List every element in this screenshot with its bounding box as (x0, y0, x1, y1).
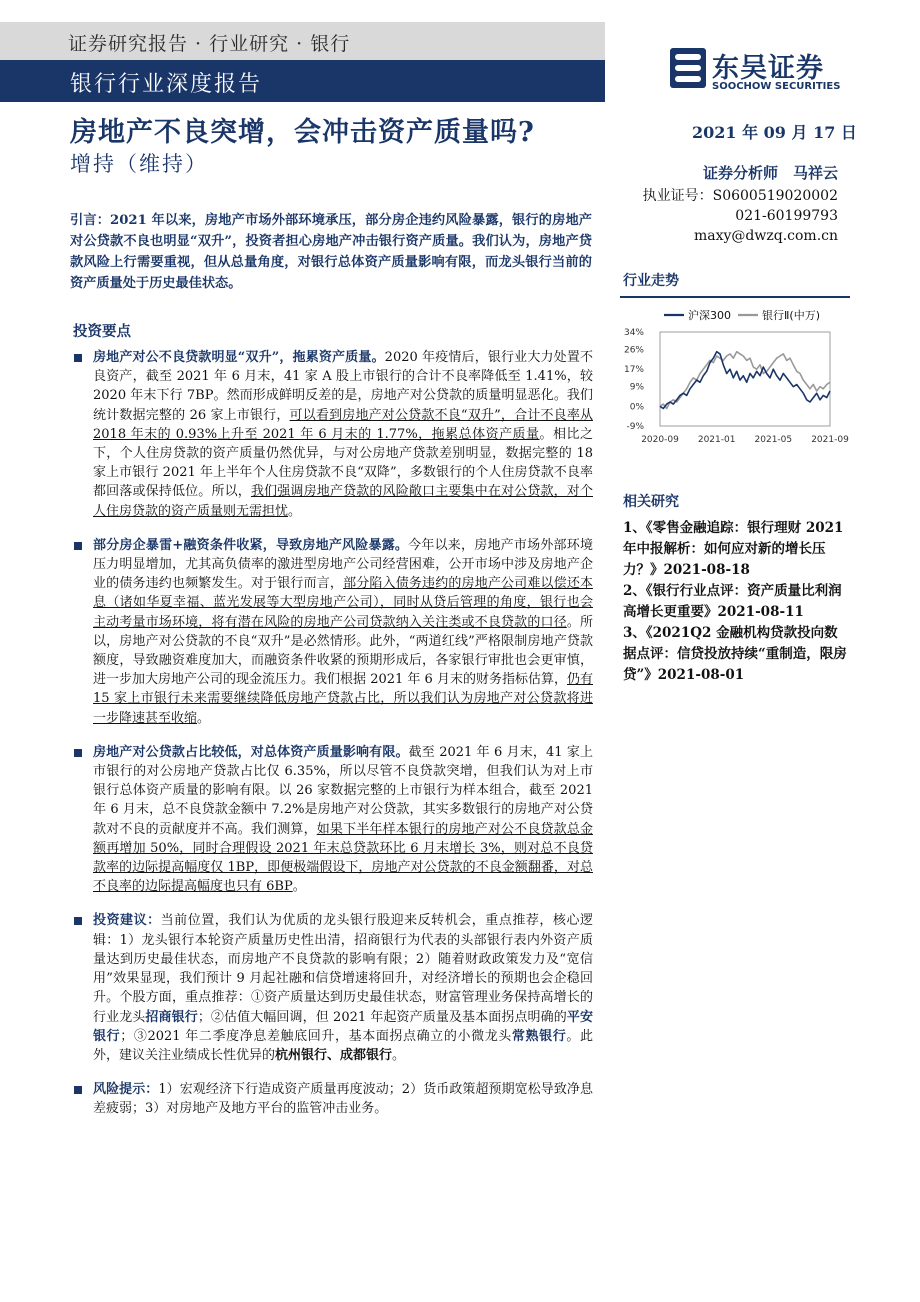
section-title-investment-points: 投资要点 (73, 323, 131, 340)
analyst-license: 执业证号：S0600519020002 (642, 188, 838, 204)
related-research-item[interactable]: 3、《2021Q2 金融机构贷款投向数据点评：信贷投放持续“重制造，限房贷”》2021-08-01 (623, 625, 847, 683)
y-tick-label: 34% (623, 328, 644, 338)
trend-chart-svg (620, 296, 850, 454)
x-tick-label: 2021-01 (697, 435, 736, 445)
logo-chinese-name: 东吴证券 (712, 53, 824, 84)
x-tick-label: 2021-05 (754, 435, 793, 445)
page-title: 房地产不良突增，会冲击资产质量吗? (70, 117, 535, 148)
y-tick-label: 17% (623, 365, 644, 376)
related-research-item[interactable]: 2、《银行行业点评：资产质量比利润高增长更重要》2021-08-11 (623, 583, 842, 620)
legend-label-bank: 银行Ⅱ(中万) (762, 309, 820, 322)
header-report-type-band (0, 60, 605, 102)
legend-label-hs300: 沪深300 (688, 309, 731, 322)
report-type: 银行行业深度报告 (70, 72, 263, 97)
y-tick-label: 9% (629, 382, 644, 393)
x-tick-label: 2020-09 (641, 435, 679, 445)
company-logo (670, 48, 860, 94)
series-line-0 (660, 352, 830, 409)
breadcrumb: 证券研究报告 · 行业研究 · 银行 (68, 33, 351, 55)
bullet-item-1: 房地产对公不良贷款明显“双升”，拖累资产质量。2020 年疫情后，银行业大力处置不良资产，截至 2021 年 6 月末，41 家 A 股上市银行的合计不良率降低至 1.41%，较 2020 年末下行 7BP。然而形成鲜明反差的是，房地产对公贷款的质量明显恶化。我们统计数据完整的 26 家上市银行，可以看到房地产对公贷款不良“双升”，合计不良率从 2018 年末的 0.93%上升至 2021 年 6 月末的 1.77%，拖累总体资产质量。相比之下，个人住房贷款的资产质量仍然优异，与对公房地产贷款差别明显，数据完整的 18 家上市银行 2021 年上半年个人住房贷款不良“双降”，多数银行的个人住房贷款不良率都回落或保持低位。所以，我们强调房地产贷款的风险敞口主要集中在对公贷款，对个人住房贷款的资产质量则无需担忧。 (73, 348, 593, 521)
analyst-phone: 021-60199793 (735, 208, 838, 224)
bullet-square-icon (74, 1086, 82, 1094)
related-research-item[interactable]: 1、《零售金融追踪：银行理财 2021 年中报解析：如何应对新的增长压力？》2021-08-18 (623, 520, 844, 578)
bullet-item-2: 部分房企暴雷+融资条件收紧，导致房地产风险暴露。今年以来，房地产市场外部环境压力明显增加，尤其高负债率的激进型房地产公司经营困难，公开市场中涉及房地产企业的债务违约也频繁发生。对于银行而言，部分陷入债务违约的房地产公司难以偿还本息（诸如华夏幸福、蓝光发展等大型房地产公司），同时从贷后管理的角度，银行也会主动考量市场环境，将有潜在风险的房地产公司贷款纳入关注类或不良贷款的口径。所以，房地产对公贷款的不良“双升”是必然情形。此外，“两道红线”严格限制房地产贷款额度，导致融资难度加大，而融资条件收紧的预期形成后，各家银行审批也会更审慎，进一步加大房地产公司的现金流压力。我们根据 2021 年 6 月末的财务指标估算，仍有 15 家上市银行未来需要继续降低房地产贷款占比，所以我们认为房地产对公贷款将进一步降速甚至收缩。 (73, 536, 593, 728)
bullet-square-icon (74, 354, 82, 362)
x-tick-label: 2021-09 (811, 435, 849, 445)
logo-english-name: SOOCHOW SECURITIES (712, 81, 841, 92)
industry-trend-chart (620, 296, 850, 454)
analyst-name: 证券分析师 马祥云 (702, 164, 838, 182)
y-tick-label: 26% (623, 345, 644, 356)
series-lines (660, 352, 830, 409)
report-date: 2021 年 09 月 17 日 (692, 123, 857, 142)
header-breadcrumb-bar (0, 22, 605, 60)
bullet-item-4: 投资建议：当前位置，我们认为优质的龙头银行股迎来反转机会，重点推荐，核心逻辑：1）龙头银行本轮资产质量历史性出清，招商银行为代表的头部银行表内外资产质量达到历史最佳状态，而房地产不良贷款的影响有限；2）随着财政政策发力及“宽信用”效果显现，我们预计 9 月起社融和信贷增速将回升，对经济增长的预期也会企稳回升。个股方面，重点推荐：①资产质量达到历史最佳状态，财富管理业务保持高增长的行业龙头招商银行；②估值大幅回调，但 2021 年起资产质量及基本面拐点明确的平安银行；③2021 年二季度净息差触底回升，基本面拐点确立的小微龙头常熟银行。此外，建议关注业绩成长性优异的杭州银行、成都银行。 (73, 911, 593, 1065)
analyst-info (620, 163, 838, 246)
investment-points-list (73, 348, 593, 1134)
bullet-square-icon (74, 917, 82, 925)
bullet-square-icon (74, 542, 82, 550)
intro-paragraph: 引言：2021 年以来，房地产市场外部环境承压，部分房企违约风险暴露，银行的房地产对公贷款不良也明显“双升”，投资者担心房地产冲击银行资产质量。我们认为，房地产贷款风险上行需要重视，但从总量角度，对银行总体资产质量影响有限，而龙头银行当前的资产质量处于历史最佳状态。 (70, 213, 592, 291)
related-research-title: 相关研究 (623, 494, 679, 510)
y-tick-label: 0% (629, 402, 644, 413)
related-research-list (623, 518, 851, 686)
bullet-square-icon (74, 749, 82, 757)
industry-trend-title: 行业走势 (623, 273, 679, 289)
y-axis-ticks (624, 328, 644, 432)
logo-mark-icon (670, 48, 706, 88)
analyst-email[interactable]: maxy@dwzq.com.cn (693, 228, 838, 244)
bullet-item-5: 风险提示：1）宏观经济下行造成资产质量再度波动；2）货币政策超预期宽松导致净息差疲弱；3）对房地产及地方平台的监管冲击业务。 (73, 1080, 593, 1118)
y-tick-label: -9% (626, 422, 644, 432)
bullet-item-3: 房地产对公贷款占比较低，对总体资产质量影响有限。截至 2021 年 6 月末，41 家上市银行的对公房地产贷款占比仅 6.35%，所以尽管不良贷款突增，但我们认为对上市银行总体资产质量的影响有限。以 26 家数据完整的上市银行为样本组合，截至 2021 年 6 月末，总不良贷款金额中 7.2%是房地产对公贷款，其实多数银行的房地产对公贷款对不良的贡献度并不高。我们测算，如果下半年样本银行的房地产对公不良贷款总金额再增加 50%，同时合理假设 2021 年末总贷款环比 6 月末增长 3%，则对总不良贷款率的边际提高幅度仅 1BP，即便极端假设下，房地产对公贷款的不良金额翻番，对总不良率的边际提高幅度也只有 6BP。 (73, 743, 593, 897)
rating: 增持（维持） (70, 152, 208, 176)
x-axis-ticks (641, 435, 849, 445)
chart-legend (664, 308, 820, 322)
